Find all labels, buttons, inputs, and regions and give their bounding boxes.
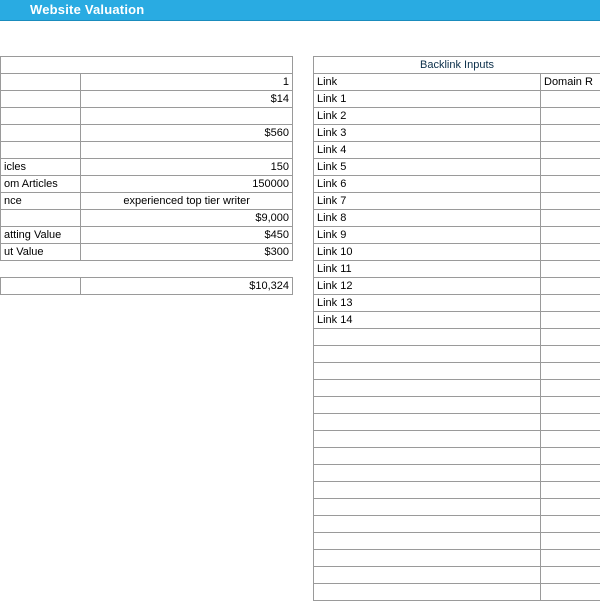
domain-rating-cell[interactable] <box>541 431 600 448</box>
table-row-empty[interactable] <box>314 567 600 584</box>
link-cell[interactable] <box>314 550 541 567</box>
pre-revenue-panel <box>0 56 293 295</box>
link-cell[interactable] <box>314 533 541 550</box>
table-row-empty[interactable] <box>314 380 600 397</box>
link-label: Link 5 <box>314 159 541 176</box>
domain-rating-cell[interactable] <box>541 380 600 397</box>
row-value[interactable]: $450 <box>81 227 293 244</box>
table-row[interactable] <box>314 295 600 312</box>
link-label: Link 4 <box>314 142 541 159</box>
link-cell[interactable] <box>314 448 541 465</box>
domain-rating-cell[interactable] <box>541 584 600 601</box>
link-cell[interactable] <box>314 567 541 584</box>
pre-revenue-header: Pre Revenue Site <box>1 57 293 74</box>
row-value[interactable]: $560 <box>81 125 293 142</box>
link-cell[interactable] <box>314 363 541 380</box>
row-value <box>81 108 293 125</box>
domain-rating-cell[interactable] <box>541 346 600 363</box>
row-value[interactable]: 150 <box>81 159 293 176</box>
backlink-inputs-table <box>313 56 600 601</box>
domain-rating-cell[interactable] <box>541 125 600 142</box>
row-label: om Articles <box>1 176 81 193</box>
column-header-domain-rating: Domain R <box>541 74 600 91</box>
table-row-empty[interactable] <box>314 465 600 482</box>
spacer-cell <box>81 261 293 278</box>
link-cell[interactable] <box>314 482 541 499</box>
table-row[interactable] <box>1 210 293 227</box>
domain-rating-cell[interactable] <box>541 482 600 499</box>
table-row[interactable] <box>314 210 600 227</box>
domain-rating-cell[interactable] <box>541 261 600 278</box>
row-label <box>1 125 81 142</box>
link-cell[interactable] <box>314 465 541 482</box>
link-label: Link 1 <box>314 91 541 108</box>
table-row[interactable] <box>1 193 293 210</box>
link-cell[interactable] <box>314 584 541 601</box>
row-value[interactable]: 1 <box>81 74 293 91</box>
domain-rating-cell[interactable] <box>541 91 600 108</box>
table-row[interactable] <box>314 193 600 210</box>
table-total-row[interactable] <box>1 278 293 295</box>
table-row-empty[interactable] <box>314 499 600 516</box>
row-label <box>1 74 81 91</box>
table-row[interactable] <box>314 227 600 244</box>
table-row[interactable] <box>1 176 293 193</box>
row-value[interactable]: $300 <box>81 244 293 261</box>
domain-rating-cell[interactable] <box>541 448 600 465</box>
table-row[interactable] <box>314 312 600 329</box>
domain-rating-cell[interactable] <box>541 312 600 329</box>
link-cell[interactable] <box>314 380 541 397</box>
link-label: Link 6 <box>314 176 541 193</box>
domain-rating-cell[interactable] <box>541 278 600 295</box>
link-cell[interactable] <box>314 431 541 448</box>
row-label <box>1 142 81 159</box>
domain-rating-cell[interactable] <box>541 159 600 176</box>
table-row-empty[interactable] <box>314 550 600 567</box>
domain-rating-cell[interactable] <box>541 533 600 550</box>
domain-rating-cell[interactable] <box>541 329 600 346</box>
domain-rating-cell[interactable] <box>541 397 600 414</box>
domain-rating-cell[interactable] <box>541 244 600 261</box>
link-cell[interactable] <box>314 516 541 533</box>
table-row-empty[interactable] <box>314 363 600 380</box>
domain-rating-cell[interactable] <box>541 363 600 380</box>
domain-rating-cell[interactable] <box>541 567 600 584</box>
page-title: Website Valuation <box>30 2 144 17</box>
table-row[interactable] <box>1 227 293 244</box>
row-label: nce <box>1 193 81 210</box>
table-row-empty[interactable] <box>314 397 600 414</box>
table-row[interactable] <box>1 74 293 91</box>
row-value[interactable]: $9,000 <box>81 210 293 227</box>
link-label: Link 8 <box>314 210 541 227</box>
column-header-link: Link <box>314 74 541 91</box>
domain-rating-cell[interactable] <box>541 108 600 125</box>
table-row-empty[interactable] <box>314 516 600 533</box>
table-row-empty[interactable] <box>314 448 600 465</box>
link-label: Link 11 <box>314 261 541 278</box>
link-label: Link 14 <box>314 312 541 329</box>
total-label <box>1 278 81 295</box>
link-label: Link 7 <box>314 193 541 210</box>
table-row[interactable] <box>314 176 600 193</box>
link-cell[interactable] <box>314 346 541 363</box>
table-row[interactable] <box>1 125 293 142</box>
link-label: Link 2 <box>314 108 541 125</box>
table-row[interactable] <box>314 244 600 261</box>
link-label: Link 12 <box>314 278 541 295</box>
domain-rating-cell[interactable] <box>541 227 600 244</box>
pre-revenue-table <box>0 56 293 295</box>
domain-rating-cell[interactable] <box>541 499 600 516</box>
link-cell[interactable] <box>314 329 541 346</box>
row-value[interactable]: 150000 <box>81 176 293 193</box>
domain-rating-cell[interactable] <box>541 414 600 431</box>
domain-rating-cell[interactable] <box>541 210 600 227</box>
title-bar <box>0 0 600 21</box>
link-label: Link 10 <box>314 244 541 261</box>
table-row-empty[interactable] <box>314 482 600 499</box>
link-label: Link 9 <box>314 227 541 244</box>
table-header-row <box>314 57 600 74</box>
table-row-empty[interactable] <box>314 329 600 346</box>
table-column-header-row <box>314 74 600 91</box>
row-value <box>81 142 293 159</box>
row-label: ut Value <box>1 244 81 261</box>
link-cell[interactable] <box>314 499 541 516</box>
link-label: Link 3 <box>314 125 541 142</box>
table-row[interactable] <box>314 278 600 295</box>
domain-rating-cell[interactable] <box>541 516 600 533</box>
link-cell[interactable] <box>314 397 541 414</box>
domain-rating-cell[interactable] <box>541 465 600 482</box>
table-row[interactable] <box>1 159 293 176</box>
table-row <box>1 142 293 159</box>
table-row-empty[interactable] <box>314 584 600 601</box>
table-row-empty[interactable] <box>314 431 600 448</box>
table-row-empty[interactable] <box>314 414 600 431</box>
backlink-inputs-panel <box>313 56 600 601</box>
domain-rating-cell[interactable] <box>541 550 600 567</box>
domain-rating-cell[interactable] <box>541 295 600 312</box>
row-label: icles <box>1 159 81 176</box>
row-label: atting Value <box>1 227 81 244</box>
table-spacer-row <box>1 261 293 278</box>
table-row[interactable] <box>314 108 600 125</box>
table-row-empty[interactable] <box>314 346 600 363</box>
table-row <box>1 108 293 125</box>
row-label <box>1 108 81 125</box>
table-row[interactable] <box>314 159 600 176</box>
domain-rating-cell[interactable] <box>541 142 600 159</box>
domain-rating-cell[interactable] <box>541 176 600 193</box>
table-row[interactable] <box>314 125 600 142</box>
table-row[interactable] <box>314 142 600 159</box>
row-label <box>1 91 81 108</box>
spacer-cell <box>1 261 81 278</box>
table-row[interactable] <box>1 91 293 108</box>
row-value[interactable]: experienced top tier writer <box>81 193 293 210</box>
table-row[interactable] <box>1 244 293 261</box>
backlink-inputs-header: Backlink Inputs <box>314 57 600 74</box>
link-cell[interactable] <box>314 414 541 431</box>
table-row-empty[interactable] <box>314 533 600 550</box>
row-value[interactable]: $14 <box>81 91 293 108</box>
row-label <box>1 210 81 227</box>
table-row[interactable] <box>314 91 600 108</box>
table-header-row <box>1 57 293 74</box>
total-value[interactable]: $10,324 <box>81 278 293 295</box>
table-row[interactable] <box>314 261 600 278</box>
domain-rating-cell[interactable] <box>541 193 600 210</box>
link-label: Link 13 <box>314 295 541 312</box>
